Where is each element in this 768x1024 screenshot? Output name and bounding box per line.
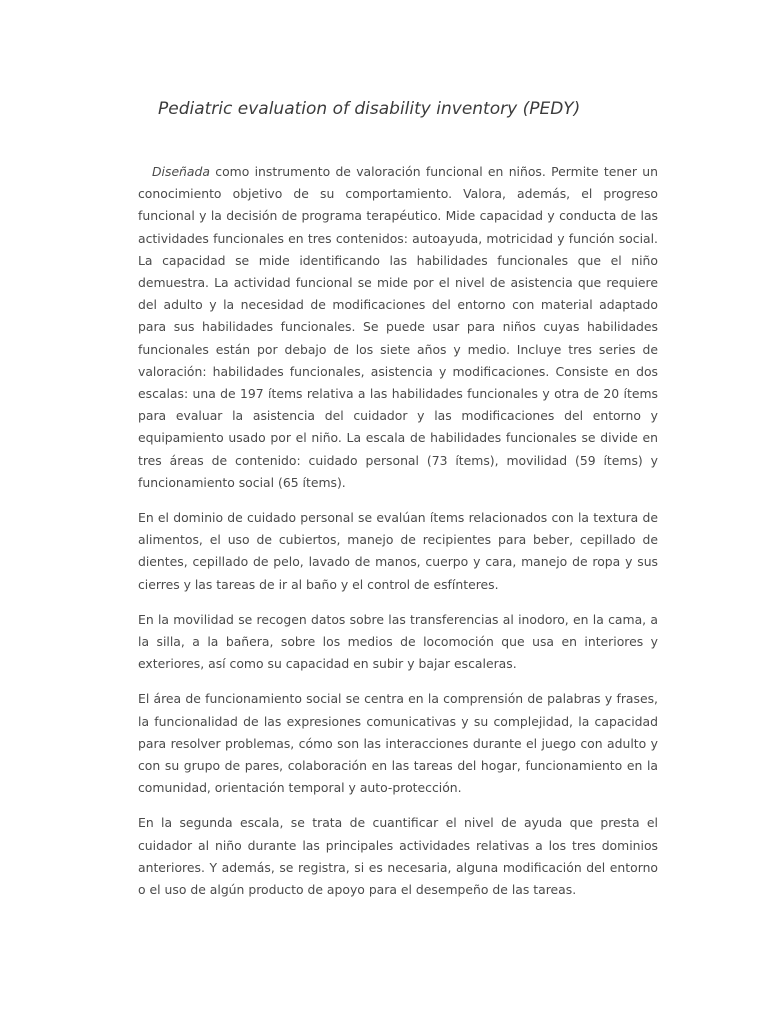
paragraph-4: El área de funcionamiento social se centra en la comprensión de palabras y frases, la funcionalidad de las expresiones comunicativas y su complejidad, la capacidad para resolver problemas, cómo son las interacciones durante el juego con adulto y con su grupo de pares, colaboración en las tareas del hogar, funcionamiento en la comunidad, orientación temporal y auto-protección.	[138, 691, 658, 796]
document-body	[138, 161, 658, 914]
paragraph-1-italic-lead: Diseñada	[152, 164, 210, 179]
paragraph-2: En el dominio de cuidado personal se evalúan ítems relacionados con la textura de alimentos, el uso de cubiertos, manejo de recipientes para beber, cepillado de dientes, cepillado de pelo, lavado de manos, cuerpo y cara, manejo de ropa y sus cierres y las tareas de ir al baño y el control de esfínteres.	[138, 510, 658, 592]
paragraph-3: En la movilidad se recogen datos sobre las transferencias al inodoro, en la cama, a la silla, a la bañera, sobre los medios de locomoción que usa en interiores y exteriores, así como su capacidad en subir y bajar escaleras.	[138, 611, 658, 672]
paragraph-5: En la segunda escala, se trata de cuantificar el nivel de ayuda que presta el cuidador al niño durante las principales actividades relativas a los tres dominios anteriores. Y además, se registra, si es necesaria, alguna modificación del entorno o el uso de algún producto de apoyo para el desempeño de las tareas.	[138, 815, 658, 898]
document-title: Pediatric evaluation of disability inventory (PEDY)	[158, 99, 581, 119]
paragraph-1	[138, 161, 658, 494]
paragraph-1-text: como instrumento de valoración funcional en niños. Permite tener un conocimiento objetivo de su comportamiento. Valora, además, el progreso funcional y la decisión de programa terapéutico. Mide capacidad y conducta de las actividades funcionales en tres contenidos: autoayuda, motricidad y función social. La capacidad se mide identificando las habilidades funcionales que el niño demuestra. La actividad funcional se mide por el nivel de asistencia que requiere del adulto y la necesidad de modificaciones del entorno con material adaptado para sus habilidades funcionales. Se puede usar para niños cuyas habilidades funcionales están por debajo de los siete años y medio. Incluye tres series de valoración: habilidades funcionales, asistencia y modificaciones. Consiste en dos escalas: una de 197 ítems relativa a las habilidades funcionales y otra de 20 ítems para evaluar la asistencia del cuidador y las modificaciones del entorno y equipamiento usado por el niño. La escala de habilidades funcionales se divide en tres áreas de contenido: cuidado personal (73 ítems), movilidad (59 ítems) y funcionamiento social (65 ítems).	[138, 164, 658, 490]
